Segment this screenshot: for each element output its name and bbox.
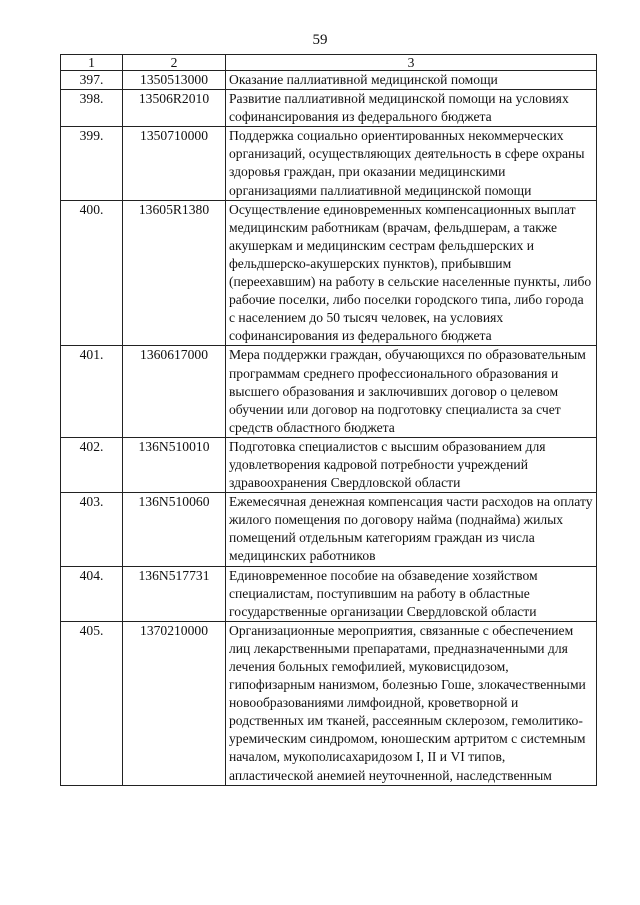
row-code: 1350513000 — [123, 71, 226, 90]
column-header-description: 3 — [226, 55, 597, 71]
row-description: Оказание паллиативной медицинской помощи — [226, 71, 597, 90]
table-row — [61, 127, 597, 200]
table-row — [61, 621, 597, 785]
row-number: 405. — [61, 621, 123, 785]
budget-classification-table — [60, 54, 597, 786]
row-code: 1350710000 — [123, 127, 226, 200]
row-number: 403. — [61, 493, 123, 566]
row-description: Единовременное пособие на обзаведение хозяйством специалистам, поступившим на работу в областные государственные организации Свердловской области — [226, 566, 597, 621]
row-number: 400. — [61, 200, 123, 346]
table-row — [61, 346, 597, 437]
row-number: 398. — [61, 90, 123, 127]
row-description: Осуществление единовременных компенсационных выплат медицинским работникам (врачам, фельдшерам, а также акушеркам и медицинским сестрам фельдшерских и фельдшерско-акушерских пунктов), прибывшим (переехавшим) на работу в сельские населенные пункты, либо рабочие поселки, либо поселки городского типа, либо города с населением до 50 тысяч человек, на условиях софинансирования из федерального бюджета — [226, 200, 597, 346]
row-description: Ежемесячная денежная компенсация части расходов на оплату жилого помещения по договору найма (поднайма) жилых помещений отдельным категориям граждан из числа медицинских работников — [226, 493, 597, 566]
row-number: 399. — [61, 127, 123, 200]
page-number: 59 — [312, 32, 328, 48]
row-code: 1360617000 — [123, 346, 226, 437]
table-row — [61, 437, 597, 492]
column-header-number: 1 — [61, 55, 123, 71]
table-row — [61, 71, 597, 90]
row-code: 1370210000 — [123, 621, 226, 785]
table-row — [61, 90, 597, 127]
row-description: Подготовка специалистов с высшим образованием для удовлетворения кадровой потребности учреждений здравоохранения Свердловской области — [226, 437, 597, 492]
row-number: 397. — [61, 71, 123, 90]
row-code: 136N510060 — [123, 493, 226, 566]
row-number: 404. — [61, 566, 123, 621]
row-code: 13605R1380 — [123, 200, 226, 346]
row-code: 136N517731 — [123, 566, 226, 621]
row-code: 13506R2010 — [123, 90, 226, 127]
row-code: 136N510010 — [123, 437, 226, 492]
table-row — [61, 493, 597, 566]
table-header-row — [61, 55, 597, 71]
column-header-code: 2 — [123, 55, 226, 71]
row-description: Организационные мероприятия, связанные с обеспечением лиц лекарственными препаратами, предназначенными для лечения больных гемофилией, муковисцидозом, гипофизарным нанизмом, болезнью Гоше, злокачественными новообразованиями лимфоидной, кроветворной и родственных им тканей, рассеянным склерозом, гемолитико-уремическим синдромом, юношеским артритом с системным началом, мукополисахаридозом I, II и VI типов, апластической анемией неуточненной, наследственным — [226, 621, 597, 785]
row-description: Поддержка социально ориентированных некоммерческих организаций, осуществляющих деятельность в сфере охраны здоровья граждан, при оказании медицинскими организациями паллиативной медицинской помощи — [226, 127, 597, 200]
row-description: Развитие паллиативной медицинской помощи на условиях софинансирования из федерального бюджета — [226, 90, 597, 127]
table-row — [61, 566, 597, 621]
row-number: 402. — [61, 437, 123, 492]
table-row — [61, 200, 597, 346]
row-number: 401. — [61, 346, 123, 437]
row-description: Мера поддержки граждан, обучающихся по образовательным программам среднего профессионального образования и высшего образования и заключивших договор о целевом обучении или договор на подготовку специалиста за счет средств областного бюджета — [226, 346, 597, 437]
